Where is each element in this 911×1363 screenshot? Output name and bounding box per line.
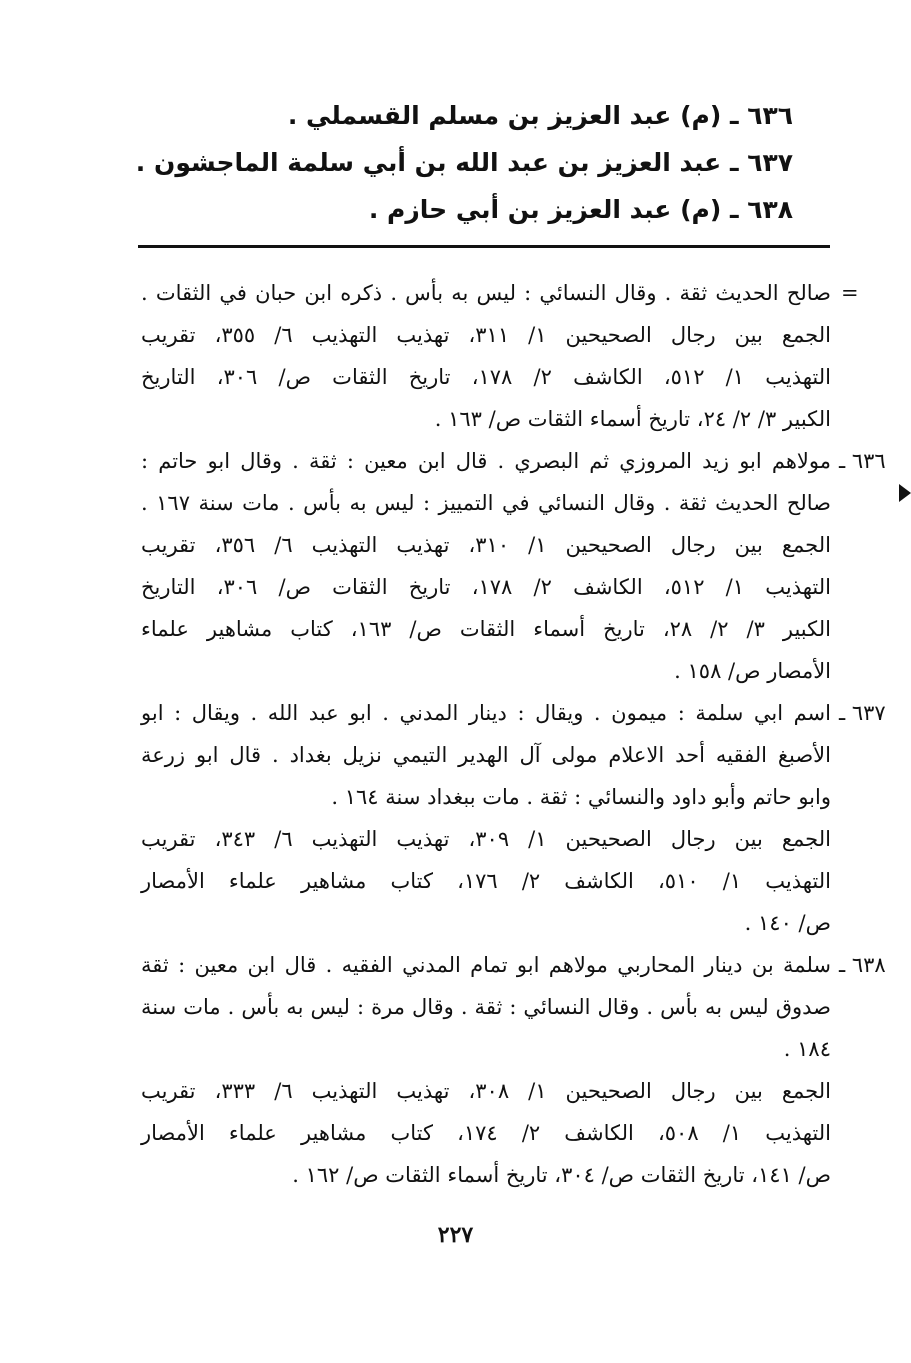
footnote-line: الجمع بين رجال الصحيحين ١/ ٣٠٨، تهذيب التهذيب ٦/ ٣٣٣، تقريب — [141, 1079, 831, 1103]
footnote-line: الأمصار ص/ ١٥٨ . — [674, 659, 831, 683]
footnote-line: التهذيب ١/ ٥١٠، الكاشف ٢/ ١٧٦، كتاب مشاهير علماء الأمصار — [141, 869, 831, 893]
footnote-line: الجمع بين رجال الصحيحين ١/ ٣٠٩، تهذيب التهذيب ٦/ ٣٤٣، تقريب — [141, 827, 831, 851]
footnote-number: ٦٣٧ ـ — [839, 701, 886, 725]
footnote-line: التهذيب ١/ ٥٠٨، الكاشف ٢/ ١٧٤، كتاب مشاهير علماء الأمصار — [141, 1121, 831, 1145]
footnote-line: الجمع بين رجال الصحيحين ١/ ٣١٠، تهذيب التهذيب ٦/ ٣٥٦، تقريب — [141, 533, 831, 557]
heading-636: ٦٣٦ ـ (م) عبد العزيز بن مسلم القسملي . — [287, 101, 793, 130]
footnote-line: التهذيب ١/ ٥١٢، الكاشف ٢/ ١٧٨، تاريخ الثقات ص/ ٣٠٦، التاريخ — [141, 365, 831, 389]
entry-headings — [113, 92, 793, 233]
footnote-line: ص/ ١٤١، تاريخ الثقات ص/ ٣٠٤، تاريخ أسماء الثقات ص/ ١٦٢ . — [292, 1163, 831, 1187]
footnote-line: الجمع بين رجال الصحيحين ١/ ٣١١، تهذيب التهذيب ٦/ ٣٥٥، تقريب — [141, 323, 831, 347]
footnote-line: الكبير ٣/ ٢/ ٢٤، تاريخ أسماء الثقات ص/ ١٦٣ . — [434, 407, 831, 431]
footnote-638 — [141, 944, 886, 1196]
footnote-number: ٦٣٨ ـ — [839, 953, 886, 977]
footnote-637 — [141, 692, 886, 944]
footnote-line: مولاهم ابو زيد المروزي ثم البصري . قال ابن معين : ثقة . وقال ابو حاتم : — [141, 449, 831, 473]
footnote-line: الكبير ٣/ ٢/ ٢٨، تاريخ أسماء الثقات ص/ ١٦٣، كتاب مشاهير علماء — [141, 617, 831, 641]
footnote-separator-rule — [138, 245, 830, 248]
page-number: ٢٢٧ — [437, 1222, 474, 1248]
continuation-marker: = — [841, 281, 859, 305]
footnote-line: صالح الحديث ثقة . وقال النسائي في التمييز : ليس به بأس . مات سنة ١٦٧ . — [141, 491, 831, 515]
footnote-line: التهذيب ١/ ٥١٢، الكاشف ٢/ ١٧٨، تاريخ الثقات ص/ ٣٠٦، التاريخ — [141, 575, 831, 599]
footnote-number: ٦٣٦ ـ — [839, 449, 886, 473]
footnote-line: ١٨٤ . — [783, 1037, 831, 1061]
heading-638: ٦٣٨ ـ (م) عبد العزيز بن أبي حازم . — [368, 195, 793, 224]
footnote-line: ص/ ١٤٠ . — [744, 911, 831, 935]
footnote-line: صدوق ليس به بأس . وقال النسائي : ثقة . وقال مرة : ليس به بأس . مات سنة — [141, 995, 831, 1019]
margin-arrow-icon — [899, 484, 911, 502]
footnotes — [141, 272, 886, 1196]
footnote-line: الأصبغ الفقيه أحد الاعلام مولى آل الهدير التيمي نزيل بغداد . قال ابو زرعة — [141, 743, 831, 767]
footnote-line: اسم ابي سلمة : ميمون . ويقال : دينار المدني . ابو عبد الله . ويقال : ابو — [141, 701, 831, 725]
footnote-line: سلمة بن دينار المحاربي مولاهم ابو تمام المدني الفقيه . قال ابن معين : ثقة — [141, 953, 831, 977]
footnote-continuation — [141, 272, 859, 440]
footnote-636 — [141, 440, 886, 692]
footnote-line: وابو حاتم وأبو داود والنسائي : ثقة . مات ببغداد سنة ١٦٤ . — [331, 785, 831, 809]
heading-637: ٦٣٧ ـ عبد العزيز بن عبد الله بن أبي سلمة الماجشون . — [135, 148, 793, 177]
footnote-line: صالح الحديث ثقة . وقال النسائي : ليس به بأس . ذكره ابن حبان في الثقات . — [141, 281, 831, 305]
